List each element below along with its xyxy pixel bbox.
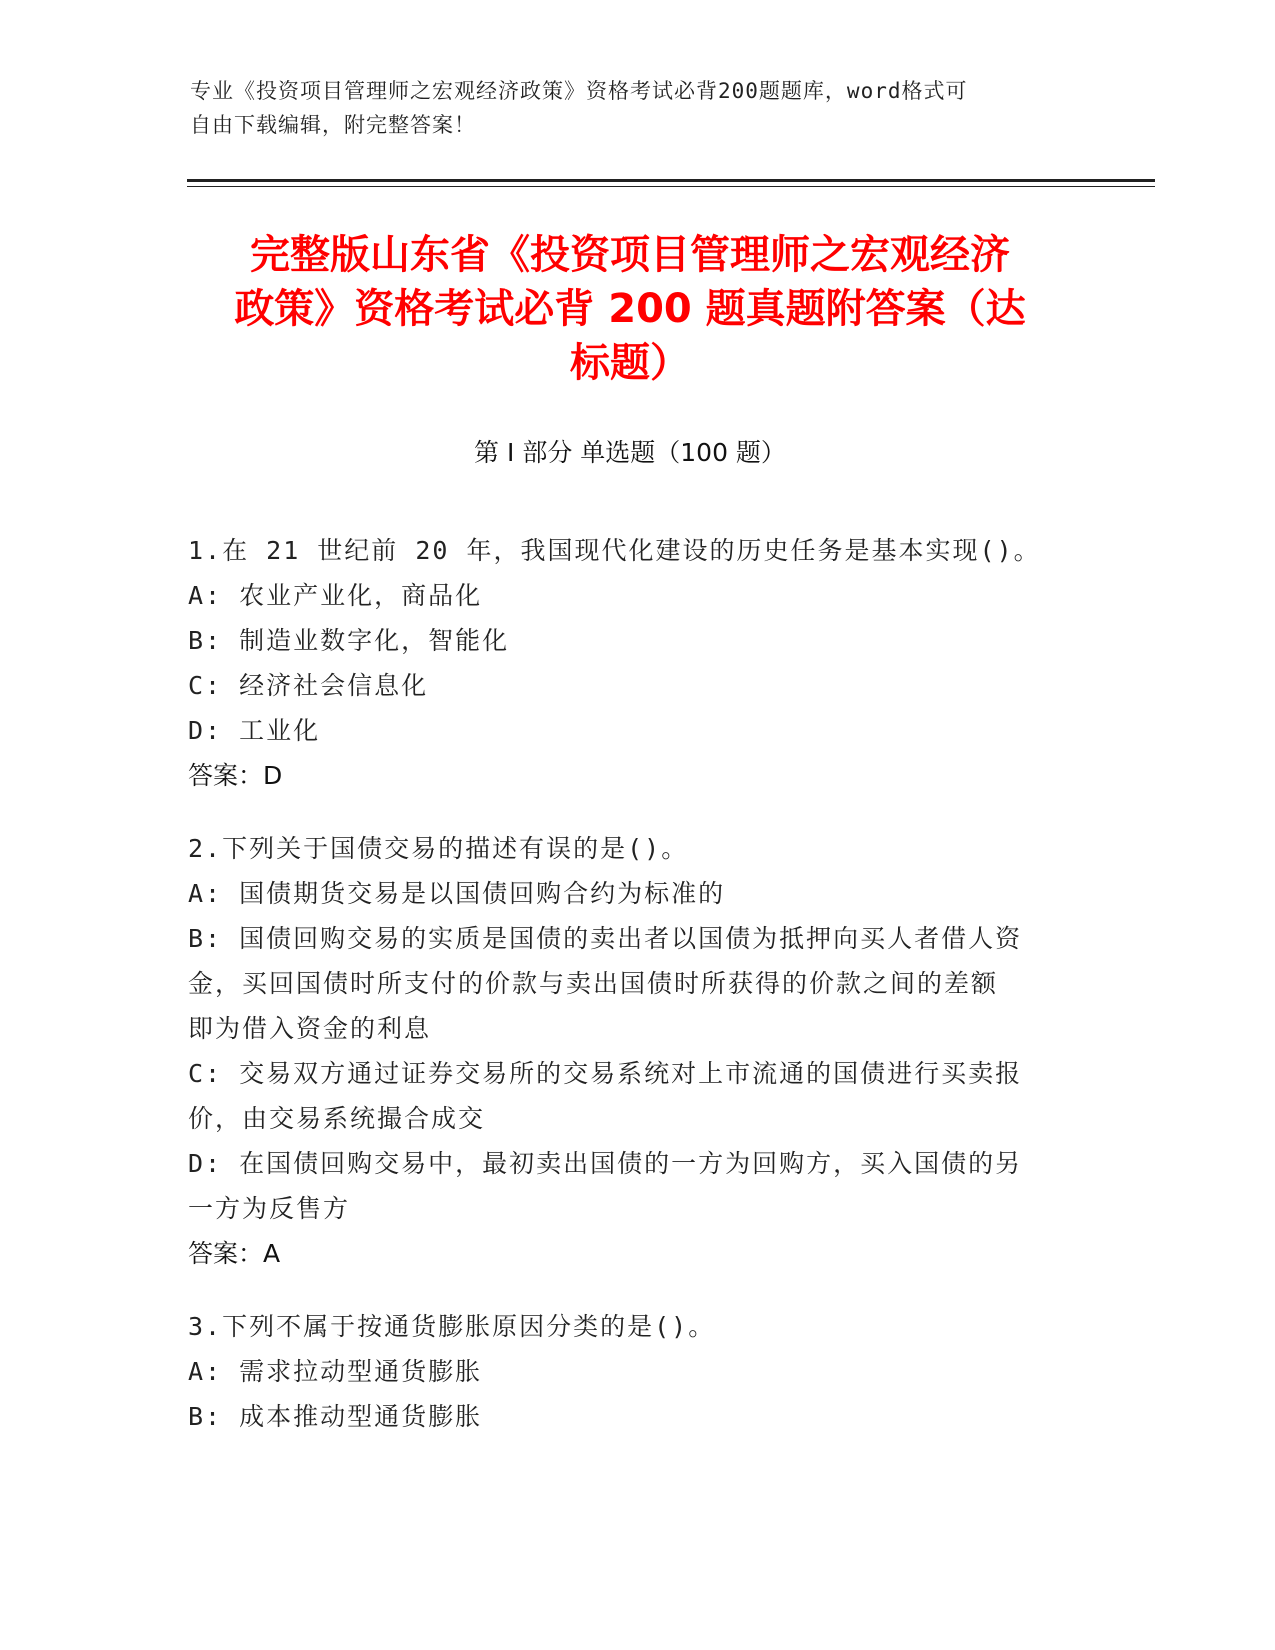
document-title-line-3: 标题） [570,340,690,386]
option-b [188,916,1068,1051]
option-b: B: 成本推动型通货膨胀 [188,1402,483,1431]
option-b-line-3: 即为借入资金的利息 [188,1014,432,1043]
section-title: 第 I 部分 单选题（100 题） [474,438,786,467]
option-d: D: 工业化 [188,716,321,745]
question-1 [188,528,1068,798]
question-stem: 1.在 21 世纪前 20 年，我国现代化建设的历史任务是基本实现()。 [188,536,1041,565]
header-note-line-1: 专业《投资项目管理师之宏观经济政策》资格考试必背200题题库，word格式可 [190,79,968,103]
answer-label: 答案：A [188,1239,281,1268]
option-b-line-2: 金，买回国债时所支付的价款与卖出国债时所获得的价款之间的差额 [188,969,999,998]
option-d-line-1: D: 在国债回购交易中，最初卖出国债的一方为回购方，买入国债的另 [188,1149,1023,1178]
option-c [188,1051,1068,1141]
option-a: A: 农业产业化，商品化 [188,581,483,610]
question-2 [188,826,1068,1276]
document-title [190,228,1070,390]
header-divider-thin [187,186,1155,187]
question-3 [188,1304,1068,1439]
option-c: C: 经济社会信息化 [188,671,429,700]
header-note-line-2: 自由下载编辑，附完整答案！ [190,113,476,137]
option-a: A: 需求拉动型通货膨胀 [188,1357,483,1386]
option-b-line-1: B: 国债回购交易的实质是国债的卖出者以国债为抵押向买人者借人资 [188,924,1023,953]
option-b: B: 制造业数字化，智能化 [188,626,510,655]
answer-label: 答案：D [188,761,283,790]
document-title-line-1: 完整版山东省《投资项目管理师之宏观经济 [250,232,1010,278]
question-stem: 2.下列关于国债交易的描述有误的是()。 [188,834,689,863]
question-stem: 3.下列不属于按通货膨胀原因分类的是()。 [188,1312,716,1341]
document-title-line-2: 政策》资格考试必背 200 题真题附答案（达 [234,286,1026,332]
question-list [188,528,1068,1467]
option-d [188,1141,1068,1231]
option-d-line-2: 一方为反售方 [188,1194,351,1223]
option-c-line-1: C: 交易双方通过证券交易所的交易系统对上市流通的国债进行买卖报 [188,1059,1023,1088]
option-c-line-2: 价，由交易系统撮合成交 [188,1104,486,1133]
header-divider-thick [187,179,1155,182]
option-a: A: 国债期货交易是以国债回购合约为标准的 [188,879,726,908]
header-note [190,74,1080,142]
